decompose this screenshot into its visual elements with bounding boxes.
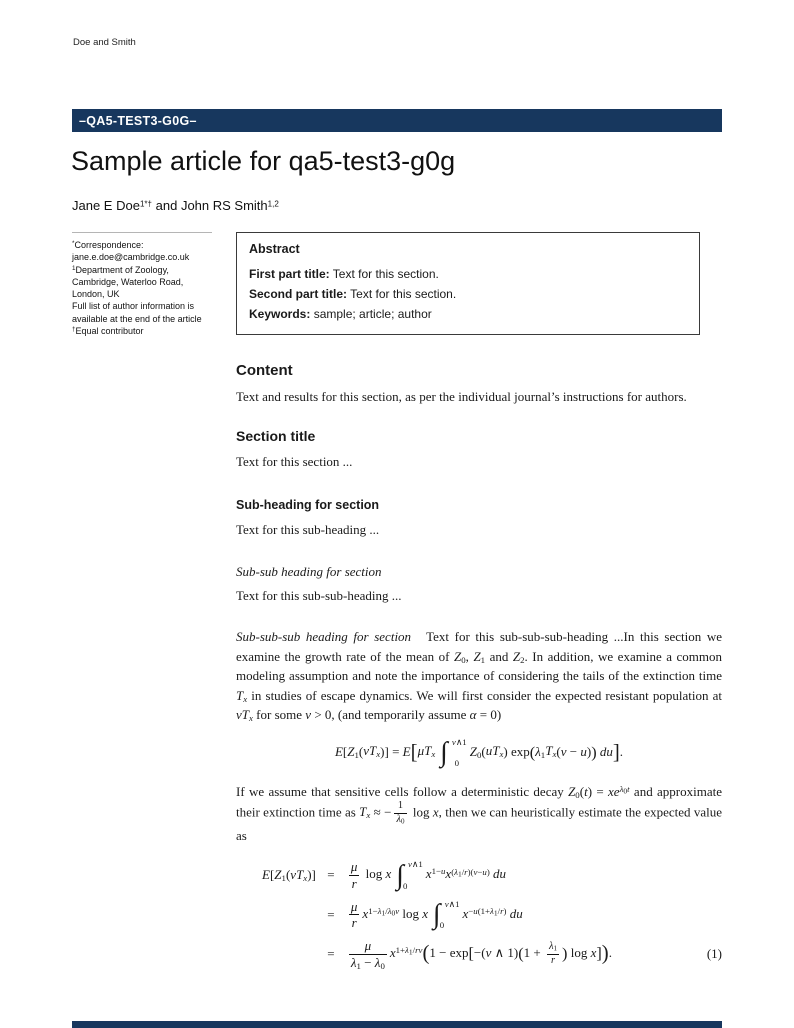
equation-rhs: $\frac{\mu}{r}$ $x^{1-\lambda_1/\lambda_0v}$ log x ∫ v∧1 0 $x^{-u(1+\lambda_1/r)}$ du [350, 898, 523, 931]
banner-label: –QA5-TEST3-G0G– [79, 113, 197, 128]
correspondence-email: jane.e.doe@cambridge.co.uk [72, 252, 190, 263]
abstract-field-label: First part title: [249, 267, 330, 281]
abstract-row [249, 304, 687, 324]
author-line: Jane E Doe$^{1*\dagger}$ and John RS Smith$^{1,2}$ [72, 198, 279, 213]
abstract-row [249, 284, 687, 304]
subsubsub-heading: Sub-sub-sub heading for section [236, 629, 412, 644]
paragraph: If we assume that sensitive cells follow a deterministic decay $Z_0(t) = xe^{\lambda_0t}$ and approximate their extinction time as $T_x$ ≈ − $\frac{1}{\lambda_0}$ log x, then we can heuristically estimate the expected value as [236, 783, 723, 843]
paragraph-with-runin-heading [236, 627, 722, 725]
paragraph: Text for this sub-heading ... [236, 521, 380, 537]
abstract-field-text: Text for this section. [332, 267, 439, 281]
author-info-note: Full list of author information is [72, 301, 195, 312]
section-heading-content: Content [236, 362, 293, 379]
paragraph: Text for this sub-sub-heading ... [236, 587, 402, 603]
affiliation-line: $^1$Department of Zoology, [72, 264, 169, 275]
equation-rhs: $\frac{\mu}{\lambda_1 - \lambda_0}$ $x^{1+\lambda_1/rv}(1 - \exp[-(v$ ∧ 1)(1 + $\frac{\lambda_1}{r}$ ) log x]). [350, 937, 612, 971]
abstract-field-label: Second part title: [249, 287, 348, 301]
equal-contributor-note: †Equal contributor [72, 326, 144, 337]
sub-heading: Sub-heading for section [236, 498, 380, 512]
equals-sign: = [327, 945, 335, 961]
article-body [236, 361, 722, 969]
aligned-equation-block [236, 860, 722, 969]
running-header: Doe and Smith [73, 37, 136, 48]
correspondence-block [72, 239, 222, 337]
abstract-field-text: Text for this section. [350, 287, 457, 301]
article-title: Sample article for qa5-test3-g0g [71, 146, 456, 176]
keywords-text: sample; article; author [313, 307, 432, 321]
sidebar-rule [72, 232, 212, 233]
journal-banner [72, 109, 722, 132]
author-info-note: available at the end of the article [72, 313, 202, 324]
subsub-heading: Sub-sub heading for section [236, 564, 382, 579]
affiliation-line: Cambridge, Waterloo Road, [72, 276, 184, 287]
footer-bar [72, 1021, 722, 1028]
equation-rhs: $\frac{\mu}{r}$ log x ∫ v∧1 0 $x^{1-u}x^{(\lambda_1/r)(v-u)}$ du [350, 859, 507, 891]
correspondence-label: *Correspondence: [72, 240, 144, 250]
paragraph-text: Text for this sub-sub-sub-heading ...In this section we examine the growth rate of the mean of $Z_0$, $Z_1$ and $Z_2$. In addition, we examine a common modeling assumption and note the importance of considering the tails of the extinction time $T_x$ in studies of escape dynamics. We will first consider the expected resistant population at $vT_x$ for some v > 0, (and temporarily assume α = 0) [236, 629, 723, 723]
abstract-heading: Abstract [249, 242, 300, 256]
section-heading-title: Section title [236, 428, 316, 444]
paragraph: Text and results for this section, as per the individual journal’s instructions for authors. [236, 388, 687, 404]
abstract-row [249, 264, 687, 284]
equals-sign: = [327, 867, 335, 883]
equals-sign: = [327, 906, 335, 922]
equation-number: (1) [706, 945, 722, 961]
equation-lhs: $E[Z_1(vT_x)]$ [262, 867, 316, 884]
affiliation-line: London, UK [72, 289, 120, 300]
display-equation: $E[Z_1(vT_x)] = E[\mu T_x$ ∫ v∧1 0 $Z_0(uT_x) \exp(\lambda_1T_x(v - u))$ du]. [334, 736, 624, 768]
paragraph: Text for this section ... [236, 453, 353, 469]
keywords-label: Keywords: [249, 307, 311, 321]
abstract-box [236, 232, 700, 335]
